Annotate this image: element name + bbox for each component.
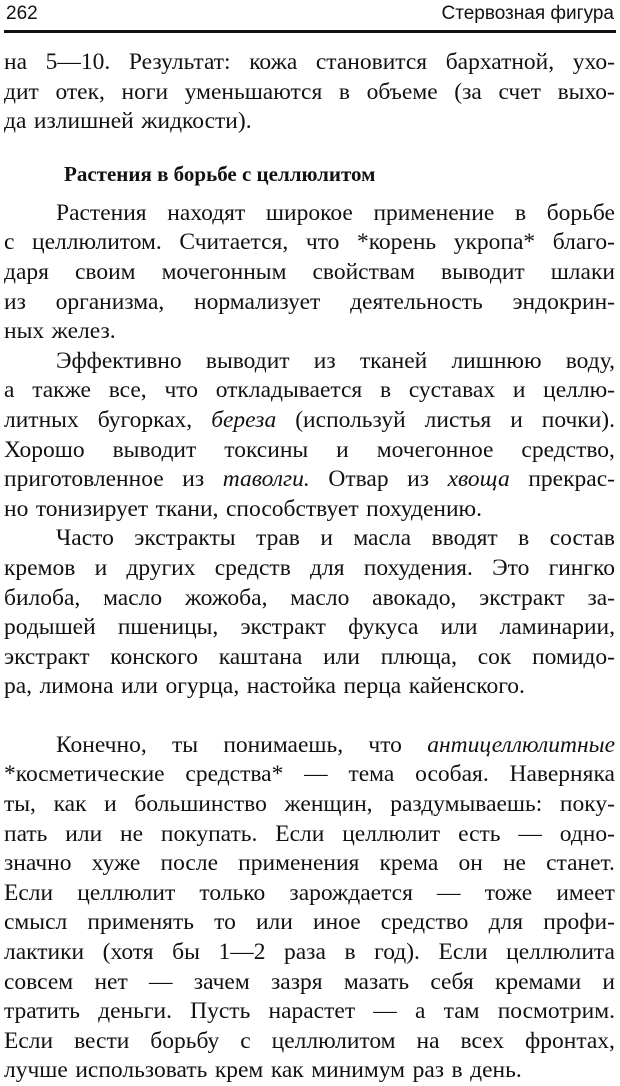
word: с — [4, 229, 15, 256]
text-line — [4, 78, 615, 108]
word: бархатной, — [445, 49, 555, 75]
paragraph — [4, 731, 615, 1086]
word: там — [443, 998, 480, 1025]
word: большинство — [134, 791, 267, 818]
word: раздумываешь: — [390, 791, 543, 818]
text-line — [4, 938, 615, 968]
header-rule — [4, 30, 616, 33]
word: дит — [4, 78, 39, 105]
word: борьбу — [150, 1027, 220, 1054]
word: экстракт — [240, 614, 326, 641]
text-line — [4, 790, 615, 820]
word: выводит — [112, 436, 197, 463]
word: масло — [103, 584, 163, 611]
word: только — [199, 879, 266, 906]
word: вводят — [431, 525, 498, 552]
word: средство, — [521, 436, 615, 463]
word: состав — [549, 525, 615, 552]
word: средство — [380, 909, 469, 936]
word: плюща, — [380, 643, 457, 670]
word: минимум — [311, 1057, 406, 1084]
word: токсины — [224, 436, 309, 463]
word: (за — [454, 78, 482, 105]
word: кожа — [249, 49, 298, 75]
word: целлюлитом. — [32, 229, 162, 256]
word: перца — [343, 673, 402, 700]
word: крем — [214, 1057, 264, 1084]
word: понимаешь, — [223, 731, 344, 758]
word: тонизирует — [35, 495, 149, 522]
word: уменьшаются — [184, 78, 323, 105]
word: деятельность — [350, 288, 483, 315]
word: желез. — [51, 318, 116, 345]
word: целлюлит — [342, 820, 441, 847]
word: Наверняка — [509, 761, 615, 788]
word: таволги. — [222, 466, 310, 493]
word: и — [510, 406, 523, 433]
word: бы — [172, 939, 200, 966]
word: похудению. — [366, 495, 482, 522]
word: помидо- — [532, 643, 615, 670]
text-line — [4, 228, 615, 258]
word: что — [164, 377, 198, 404]
word: профи- — [543, 909, 615, 936]
word: фукуса — [348, 614, 419, 641]
word: каштана — [218, 643, 303, 670]
word: Растения — [56, 199, 147, 226]
word: других — [126, 554, 196, 581]
word: ухо- — [572, 49, 615, 75]
word: укропа* — [453, 229, 536, 256]
word: пшеницы, — [117, 614, 219, 641]
word: поку- — [559, 791, 615, 818]
text-line — [4, 879, 615, 909]
word: в — [379, 377, 392, 404]
word: не — [502, 850, 526, 877]
word: из — [313, 347, 336, 374]
text-line — [4, 760, 615, 790]
word: в — [344, 939, 356, 966]
word: способствует — [225, 495, 359, 522]
word: — — [304, 761, 328, 788]
word: в — [514, 199, 527, 226]
text-line — [4, 406, 615, 436]
word: и — [104, 791, 117, 818]
paragraph — [4, 524, 615, 702]
text-line — [4, 968, 615, 998]
word: фронтах, — [525, 1027, 615, 1054]
word: Результат: — [128, 49, 231, 75]
word: посмотрим. — [497, 998, 615, 1025]
word: билоба, — [4, 584, 81, 611]
text-line — [4, 820, 615, 850]
word: настойка — [246, 673, 336, 700]
word: хвоща — [447, 466, 510, 493]
word: деньги. — [98, 998, 172, 1025]
word: — — [373, 998, 397, 1025]
word: для — [488, 909, 524, 936]
word: или — [255, 909, 293, 936]
word: также — [32, 377, 91, 404]
word: Пусть — [190, 998, 251, 1025]
word: ткани, — [155, 495, 219, 522]
word: 1—2 — [218, 939, 266, 966]
word: ты — [172, 731, 199, 758]
word: нет — [94, 968, 128, 995]
word: Считается, — [179, 229, 289, 256]
word: ра, — [4, 673, 33, 700]
word: из — [182, 466, 205, 493]
word: день. — [470, 1057, 522, 1084]
word: прекрас- — [528, 466, 615, 493]
word: экстракт — [479, 584, 565, 611]
word: для — [310, 554, 345, 581]
text-line — [4, 495, 615, 525]
word: тканей — [359, 347, 428, 374]
word: применения — [238, 850, 360, 877]
word: гингко — [548, 554, 615, 581]
word: почки). — [541, 406, 615, 433]
text-line — [4, 376, 615, 406]
word: станет. — [546, 850, 615, 877]
word: Конечно, — [56, 731, 147, 758]
word: лишнюю — [451, 347, 542, 374]
text-line — [4, 613, 615, 643]
word: как — [53, 791, 87, 818]
word: или — [65, 820, 103, 847]
word: авокадо, — [372, 584, 457, 611]
word: не — [120, 820, 144, 847]
word: из — [407, 466, 430, 493]
word: нарастет — [268, 998, 356, 1025]
word: выводит — [440, 258, 525, 285]
word: мочегонным — [161, 258, 287, 285]
word: целлюлитом — [271, 1027, 396, 1054]
section-heading: Растения в борьбе с целлюлитом — [64, 161, 376, 186]
paragraph — [4, 48, 615, 137]
word: антицеллюлитные — [427, 731, 615, 758]
word: даря — [4, 258, 49, 285]
word: приготовленное — [4, 466, 164, 493]
word: лактики — [4, 939, 85, 966]
page-body — [4, 48, 615, 1086]
word: нормализует — [194, 288, 321, 315]
word: литных — [4, 406, 79, 433]
text-line — [4, 436, 615, 466]
word: отек, — [55, 78, 105, 105]
word: шлаки — [550, 258, 615, 285]
word: лучше — [4, 1057, 68, 1084]
word: зазря — [270, 968, 323, 995]
running-header — [6, 2, 614, 32]
word: после — [160, 850, 218, 877]
text-line — [4, 672, 615, 702]
word: объеме — [366, 78, 438, 105]
word: раз — [412, 1057, 445, 1084]
word: хуже — [91, 850, 141, 877]
text-line — [4, 643, 615, 673]
text-line — [4, 258, 615, 288]
word: а — [4, 377, 15, 404]
word: совсем — [4, 968, 74, 995]
word: ты, — [4, 791, 36, 818]
word: и — [512, 377, 526, 404]
word: мазать — [343, 968, 410, 995]
word: своим — [74, 258, 136, 285]
word: средства* — [185, 761, 284, 788]
word: бугорках, — [97, 406, 193, 433]
text-line — [4, 48, 615, 78]
word: Это — [492, 554, 530, 581]
word: излишней — [33, 108, 134, 135]
word: свойствам — [312, 258, 415, 285]
word: находят — [167, 199, 246, 226]
word: масло — [290, 584, 350, 611]
text-line — [4, 199, 615, 229]
word: жожоба, — [184, 584, 268, 611]
word: и — [336, 436, 349, 463]
word: применение — [373, 199, 495, 226]
word: экстракты — [134, 525, 236, 552]
word: есть — [458, 820, 501, 847]
word: или — [121, 673, 158, 700]
word: применять — [87, 909, 194, 936]
word: но — [4, 495, 29, 522]
word: или — [440, 614, 478, 641]
word: за- — [587, 584, 615, 611]
word: значно — [4, 850, 72, 877]
word: средств — [214, 554, 291, 581]
text-line — [4, 584, 615, 614]
word: пать — [4, 820, 48, 847]
word: ных — [4, 318, 45, 345]
word: трав — [256, 525, 300, 552]
word: похудения. — [363, 554, 473, 581]
paragraph — [4, 199, 615, 347]
word: *косметические — [4, 761, 165, 788]
word: конского — [110, 643, 198, 670]
word: широкое — [265, 199, 353, 226]
text-line — [4, 1056, 615, 1086]
text-line — [4, 731, 615, 761]
word: (используй — [295, 406, 406, 433]
word: суставах — [408, 377, 496, 404]
word: в — [518, 525, 530, 552]
word: в — [338, 78, 351, 105]
word: целлюлита — [506, 939, 615, 966]
word: или — [323, 643, 360, 670]
text-line — [4, 317, 615, 347]
word: и — [320, 525, 333, 552]
text-line — [4, 908, 615, 938]
word: имеет — [556, 879, 615, 906]
word: Отвар — [328, 466, 389, 493]
word: воду, — [565, 347, 615, 374]
word: сок — [477, 643, 512, 670]
word: родышей — [4, 614, 96, 641]
word: одно- — [559, 820, 615, 847]
word: кремами — [494, 968, 582, 995]
word: ноги — [121, 78, 169, 105]
text-line — [4, 524, 615, 554]
word: тема — [348, 761, 395, 788]
word: раза — [284, 939, 326, 966]
word: береза — [211, 406, 277, 433]
word: зачем — [193, 968, 250, 995]
word: экстракт — [4, 643, 90, 670]
word: смысл — [4, 909, 68, 936]
word: жидкости). — [141, 108, 252, 135]
text-line — [4, 1027, 615, 1057]
word: борьбе — [546, 199, 615, 226]
text-line — [4, 997, 615, 1027]
word: откладывается — [215, 377, 363, 404]
word: на — [4, 49, 28, 75]
word: с — [240, 1027, 251, 1054]
word: иное — [313, 909, 361, 936]
word: Если — [438, 939, 488, 966]
word: покупать. — [160, 820, 258, 847]
word: вести — [74, 1027, 130, 1054]
word: масла — [353, 525, 412, 552]
word: женщин, — [284, 791, 373, 818]
word: выхо- — [557, 78, 615, 105]
word: и — [602, 968, 615, 995]
word: Хорошо — [4, 436, 85, 463]
page-number: 262 — [6, 3, 38, 24]
word: он — [458, 850, 483, 877]
word: да — [4, 108, 27, 135]
word: кремов — [4, 554, 76, 581]
word: — — [518, 820, 542, 847]
word: становится — [315, 49, 428, 75]
word: то — [214, 909, 236, 936]
text-line — [4, 465, 615, 495]
word: лимона — [39, 673, 114, 700]
text-line — [4, 288, 615, 318]
word: и — [94, 554, 108, 581]
word: 5—10. — [45, 49, 111, 75]
word: Эффективно — [56, 347, 182, 374]
word: благо- — [552, 229, 615, 256]
word: год). — [374, 939, 420, 966]
word: использовать — [75, 1057, 208, 1084]
word: мочегонное — [376, 436, 494, 463]
word: тоже — [484, 879, 533, 906]
word: Если — [4, 879, 54, 906]
text-line — [4, 347, 615, 377]
word: все, — [108, 377, 147, 404]
word: эндокрин- — [512, 288, 615, 315]
word: а — [415, 998, 426, 1025]
word: что — [305, 229, 340, 256]
word: целлюлит — [77, 879, 176, 906]
paragraph — [4, 347, 615, 525]
word: как — [270, 1057, 304, 1084]
word: в — [451, 1057, 463, 1084]
word: огурца, — [165, 673, 240, 700]
word: особая. — [415, 761, 489, 788]
text-line — [4, 554, 615, 584]
word: организма, — [55, 288, 165, 315]
word: тратить — [4, 998, 80, 1025]
word: Часто — [56, 525, 114, 552]
running-title: Стервозная фигура — [441, 3, 614, 24]
word: Если — [4, 1027, 54, 1054]
word: себя — [430, 968, 474, 995]
word: (хотя — [102, 939, 154, 966]
word: — — [149, 968, 173, 995]
word: крема — [379, 850, 439, 877]
word: — — [437, 879, 461, 906]
word: выводит — [205, 347, 290, 374]
word: кайенского. — [408, 673, 525, 700]
text-line — [4, 107, 615, 137]
word: Если — [275, 820, 325, 847]
text-line — [4, 849, 615, 879]
word: что — [368, 731, 402, 758]
word: ламинарии, — [499, 614, 615, 641]
word: всех — [460, 1027, 505, 1054]
word: листья — [424, 406, 492, 433]
word: *корень — [356, 229, 437, 256]
word: счет — [498, 78, 541, 105]
word: на — [416, 1027, 440, 1054]
word: целлю- — [543, 377, 615, 404]
word: из — [4, 288, 26, 315]
word: зарождается — [289, 879, 413, 906]
